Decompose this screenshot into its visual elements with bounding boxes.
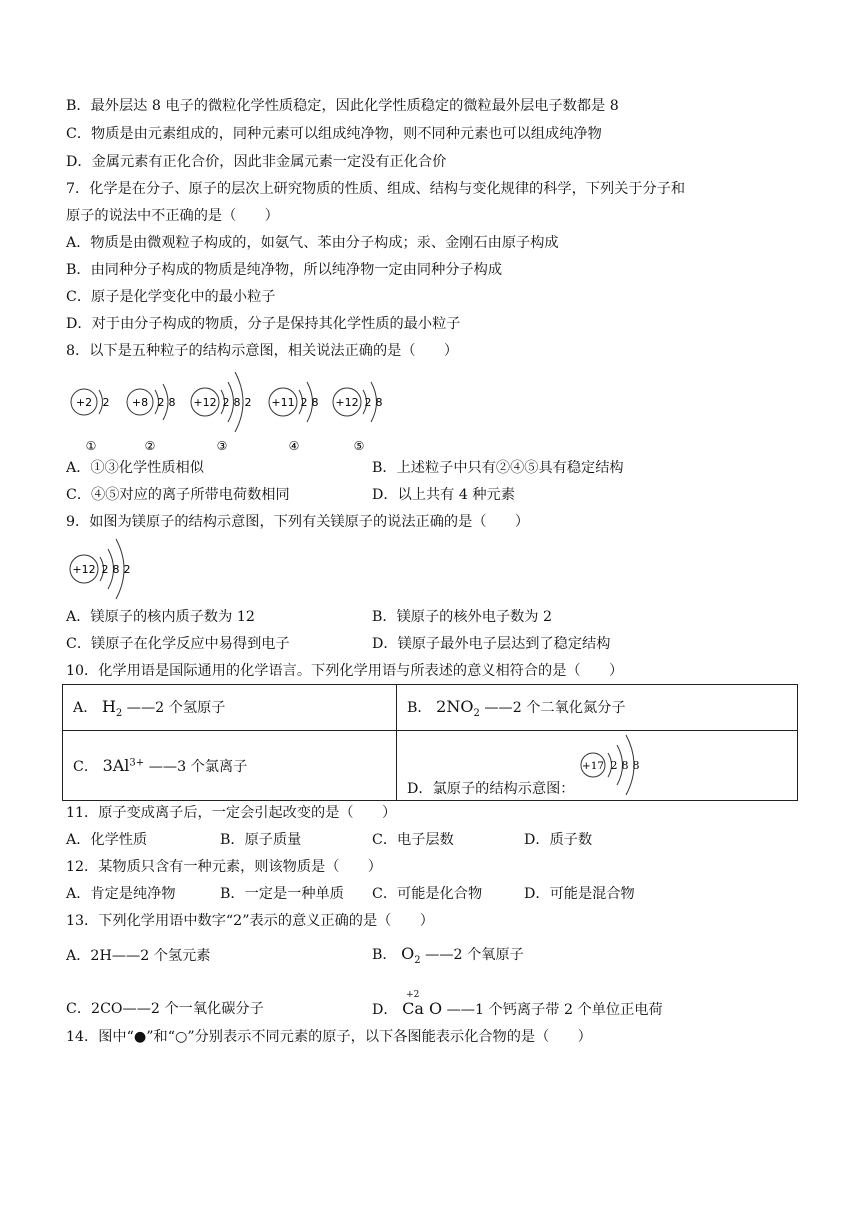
q13-d-formula-o: O bbox=[428, 999, 443, 1018]
q9-option-a: A．镁原子的核内质子数为 12 bbox=[66, 609, 255, 625]
q10-d-text: D．氯原子的结构示意图： bbox=[407, 781, 575, 797]
q8-option-b: B．上述粒子中只有②④⑤具有稳定结构 bbox=[372, 460, 624, 476]
q14-stem: 14．图中“●”和“○”分别表示不同元素的原子，以下各图能表示化合物的是（ ） bbox=[66, 1029, 592, 1045]
q13-b-subscript: 2 bbox=[414, 954, 421, 966]
q13-d-valence: +2 bbox=[406, 990, 420, 1000]
q8-shell-3-2: 8 bbox=[233, 396, 241, 409]
q11-stem: 11．原子变成离子后，一定会引起改变的是（ ） bbox=[66, 805, 397, 821]
q13-b-prefix: B． bbox=[372, 947, 397, 963]
q10-d-shell-2: 8 bbox=[621, 759, 629, 772]
q8-diagram-1 bbox=[71, 389, 110, 453]
q10-stem: 10．化学用语是国际通用的化学语言。下列化学用语与所表述的意义相符合的是（ ） bbox=[66, 663, 624, 679]
q10-d-shell-1: 2 bbox=[610, 759, 618, 772]
q8-stem: 8．以下是五种粒子的结构示意图，相关说法正确的是（ ） bbox=[66, 343, 459, 359]
q7-stem-line2: 原子的说法中不正确的是（ ） bbox=[66, 208, 279, 224]
q9-shell-2: 8 bbox=[112, 563, 120, 576]
q8-nucleus-1: +2 bbox=[75, 396, 93, 409]
q8-structure-diagrams bbox=[62, 366, 402, 458]
q10-option-b bbox=[397, 685, 798, 731]
q13-option-c: C．2CO——2 个一氧化碳分子 bbox=[66, 1001, 264, 1017]
q9-stem: 9．如图为镁原子的结构示意图，下列有关镁原子的说法正确的是（ ） bbox=[66, 514, 530, 530]
q6-option-d: D．金属元素有正化合价，因此非金属元素一定没有正化合价 bbox=[66, 154, 447, 170]
q13-d-text: ——1 个钙离子带 2 个单位正电荷 bbox=[446, 1002, 663, 1018]
q8-option-c: C．④⑤对应的离子所带电荷数相同 bbox=[66, 487, 290, 503]
q8-label-5: ⑤ bbox=[353, 439, 365, 453]
q7-stem-line1: 7．化学是在分子、原子的层次上研究物质的性质、组成、结构与变化规律的科学，下列关于分子和 bbox=[66, 181, 686, 197]
q9-magnesium-diagram bbox=[62, 536, 142, 602]
q8-label-2: ② bbox=[144, 439, 156, 453]
q7-option-d: D．对于由分子构成的物质，分子是保持其化学性质的最小粒子 bbox=[66, 316, 461, 332]
q12-option-c: C．可能是化合物 bbox=[372, 886, 483, 902]
q8-diagram-4 bbox=[269, 382, 319, 453]
q8-shell-5-2: 8 bbox=[375, 396, 383, 409]
q8-option-a: A．①③化学性质相似 bbox=[66, 460, 204, 476]
q13-option-a: A．2H——2 个氢元素 bbox=[66, 948, 211, 964]
q9-shell-1: 2 bbox=[101, 563, 109, 576]
q13-option-d bbox=[372, 990, 663, 1020]
q9-option-b: B．镁原子的核外电子数为 2 bbox=[372, 609, 553, 625]
q10-option-a bbox=[63, 685, 397, 731]
q11-option-a: A．化学性质 bbox=[66, 832, 148, 848]
q10-chlorine-diagram bbox=[577, 732, 657, 798]
q7-option-c: C．原子是化学变化中的最小粒子 bbox=[66, 289, 276, 305]
q6-option-b: B．最外层达 8 电子的微粒化学性质稳定，因此化学性质稳定的微粒最外层电子数都是 8 bbox=[66, 98, 619, 114]
q8-nucleus-4: +11 bbox=[271, 396, 295, 409]
q11-option-b: B．原子质量 bbox=[220, 832, 302, 848]
q9-option-d: D．镁原子最外电子层达到了稳定结构 bbox=[372, 636, 611, 652]
q8-diagram-3 bbox=[191, 372, 252, 453]
q11-option-d: D．质子数 bbox=[524, 832, 593, 848]
q10-b-prefix: B． bbox=[407, 699, 432, 716]
q10-a-subscript: 2 bbox=[115, 707, 123, 719]
q8-label-3: ③ bbox=[216, 439, 228, 453]
q12-option-a: A．肯定是纯净物 bbox=[66, 886, 176, 902]
q8-option-d: D．以上共有 4 种元素 bbox=[372, 487, 515, 503]
q13-d-formula-ca: Ca bbox=[402, 999, 424, 1018]
q8-label-4: ④ bbox=[288, 439, 300, 453]
q9-option-c: C．镁原子在化学反应中易得到电子 bbox=[66, 636, 290, 652]
q13-option-b bbox=[372, 944, 524, 971]
q8-nucleus-2: +8 bbox=[131, 396, 149, 409]
q12-option-b: B．一定是一种单质 bbox=[220, 886, 344, 902]
q10-options-table bbox=[62, 684, 798, 801]
q10-c-text: ——3 个氯离子 bbox=[148, 758, 248, 775]
q8-diagram-2 bbox=[127, 384, 176, 453]
q10-a-prefix: A． bbox=[73, 699, 98, 716]
q10-option-d bbox=[397, 731, 798, 801]
q13-d-prefix: D． bbox=[372, 1002, 398, 1018]
q8-shell-2-1: 2 bbox=[157, 396, 165, 409]
q8-nucleus-3: +12 bbox=[193, 396, 217, 409]
q9-shell-3: 2 bbox=[123, 563, 131, 576]
q10-a-formula: H bbox=[101, 696, 116, 716]
q8-label-1: ① bbox=[85, 439, 97, 453]
q7-option-b: B．由同种分子构成的物质是纯净物，所以纯净物一定由同种分子构成 bbox=[66, 262, 503, 278]
q8-nucleus-5: +12 bbox=[335, 396, 359, 409]
q10-option-c bbox=[63, 731, 397, 801]
q10-b-formula: 2NO bbox=[436, 696, 474, 716]
q8-shell-5-1: 2 bbox=[364, 396, 372, 409]
q13-d-formula bbox=[402, 990, 443, 1019]
q13-b-formula: O bbox=[401, 944, 415, 963]
q13-b-text: ——2 个氧原子 bbox=[425, 947, 524, 963]
q8-shell-3-3: 2 bbox=[244, 396, 252, 409]
q8-shell-4-2: 8 bbox=[311, 396, 319, 409]
q9-nucleus: +12 bbox=[72, 563, 96, 576]
q10-b-subscript: 2 bbox=[473, 707, 480, 719]
q8-shell-4-1: 2 bbox=[300, 396, 308, 409]
q10-c-superscript: 3+ bbox=[129, 756, 145, 768]
q10-c-prefix: C． bbox=[73, 758, 99, 775]
q8-shell-3-1: 2 bbox=[222, 396, 230, 409]
q12-option-d: D．可能是混合物 bbox=[524, 886, 635, 902]
q7-option-a: A．物质是由微观粒子构成的，如氨气、苯由分子构成；汞、金刚石由原子构成 bbox=[66, 235, 559, 251]
q12-stem: 12．某物质只含有一种元素，则该物质是（ ） bbox=[66, 859, 382, 875]
q10-d-shell-3: 8 bbox=[632, 759, 640, 772]
q8-shell-2-2: 8 bbox=[168, 396, 176, 409]
q8-diagram-5 bbox=[333, 382, 383, 453]
q10-c-formula: 3Al bbox=[102, 755, 130, 775]
q10-b-text: ——2 个二氧化氮分子 bbox=[484, 699, 626, 716]
q13-stem: 13．下列化学用语中数字“2”表示的意义正确的是（ ） bbox=[66, 913, 434, 929]
q11-option-c: C．电子层数 bbox=[372, 832, 454, 848]
q10-a-text: ——2 个氢原子 bbox=[126, 699, 226, 716]
q10-d-nucleus: +17 bbox=[581, 760, 605, 772]
q8-shell-1-1: 2 bbox=[102, 396, 110, 409]
q6-option-c: C．物质是由元素组成的，同种元素可以组成纯净物，则不同种元素也可以组成纯净物 bbox=[66, 126, 602, 142]
